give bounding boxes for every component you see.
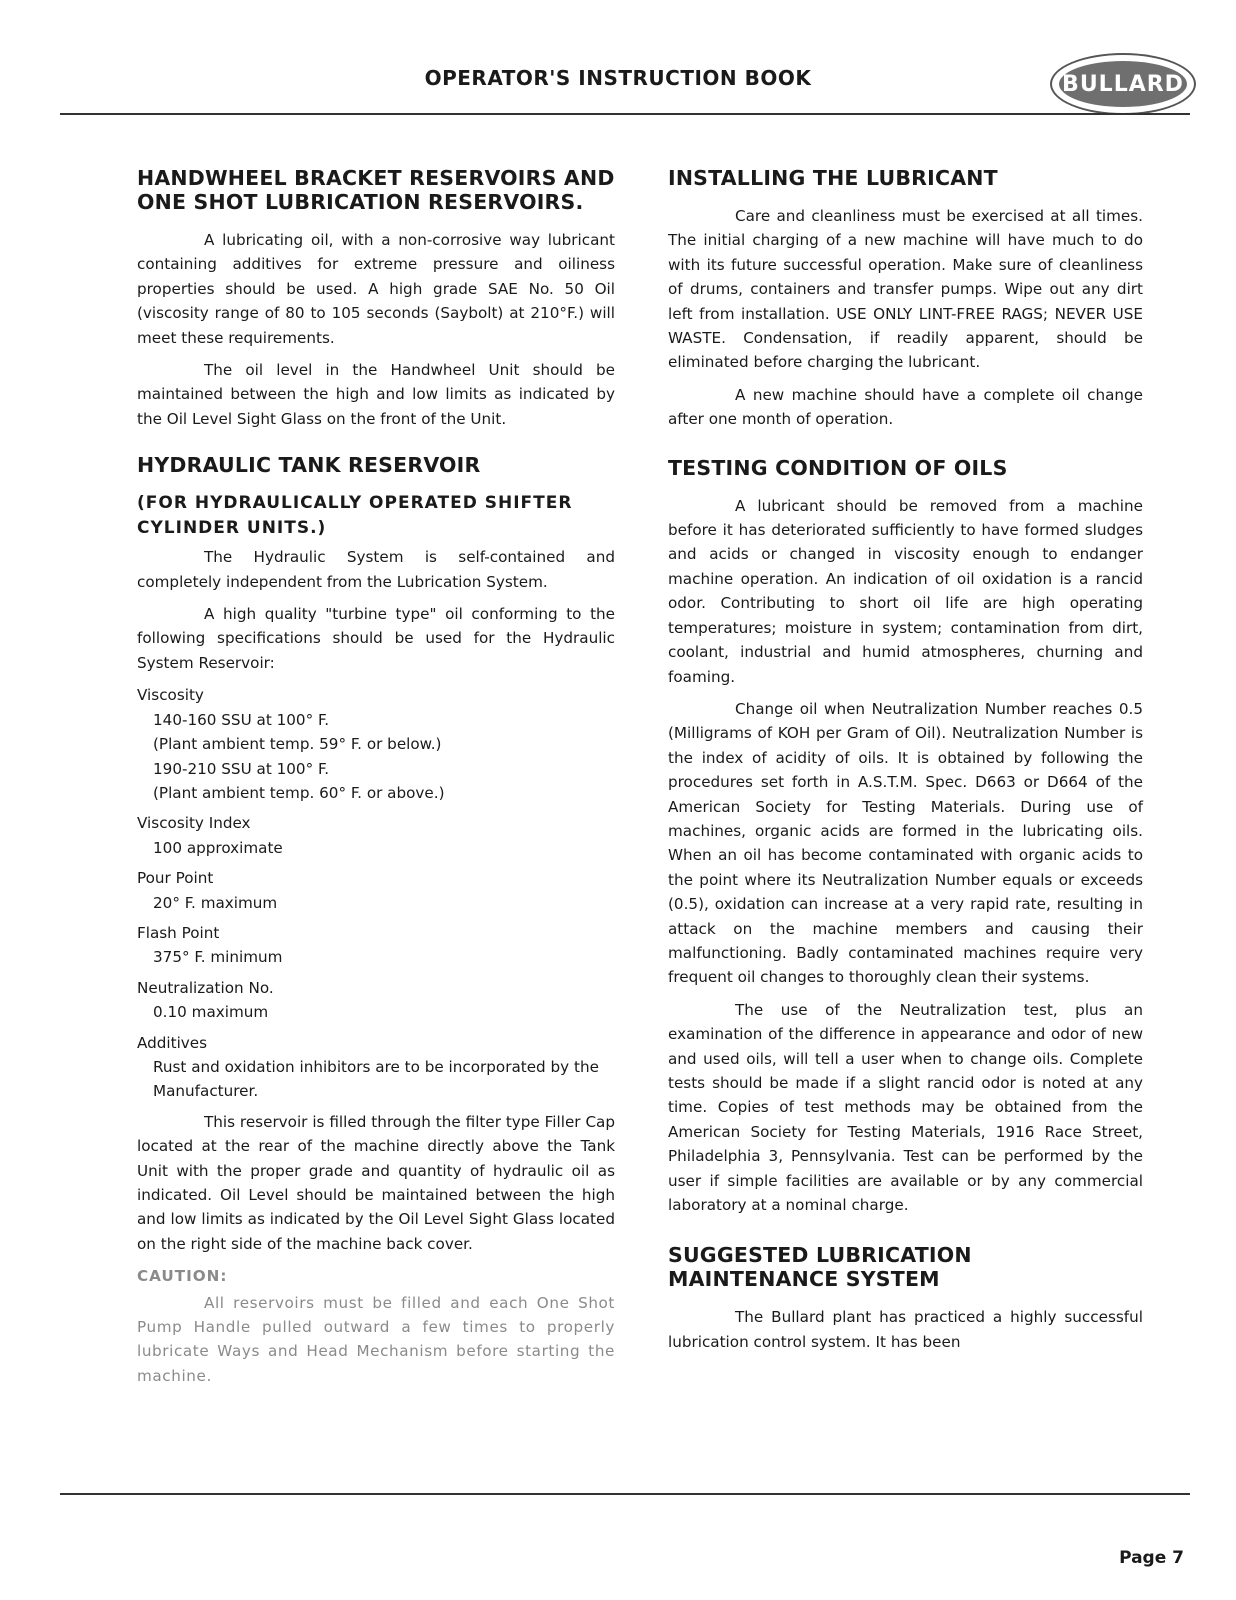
paragraph: The oil level in the Handwheel Unit should be maintained between the high and low limits as indicated by the Oil Level Sight Glass on the front of the Unit. <box>137 361 615 428</box>
spec-value: 190-210 SSU at 100° F. <box>153 759 330 778</box>
spec-label: Pour Point <box>137 869 214 888</box>
spec-item <box>137 811 615 860</box>
header-rule <box>60 113 1190 115</box>
section-title-suggested-lubrication: SUGGESTED LUBRICATION MAINTENANCE SYSTEM <box>668 1243 972 1292</box>
spec-value: (Plant ambient temp. 60° F. or above.) <box>153 783 445 802</box>
spec-value: Rust and oxidation inhibitors are to be incorporated by the Manufacturer. <box>153 1057 599 1101</box>
paragraph: A lubricating oil, with a non-corrosive way lubricant containing additives for extreme pressure and oiliness properties should be used. A high grade SAE No. 50 Oil (viscosity range of 80 to 105 seconds (Saybolt) at 210°F.) will meet these requirements. <box>137 231 615 347</box>
spec-value: 140-160 SSU at 100° F. <box>153 710 330 729</box>
logo-text: BULLARD <box>1059 61 1187 107</box>
spec-item <box>137 683 615 805</box>
spec-item <box>137 976 615 1025</box>
spec-value: 20° F. maximum <box>153 893 278 912</box>
spec-value: 375° F. minimum <box>153 948 283 967</box>
left-column <box>137 166 615 1396</box>
section-title-installing: INSTALLING THE LUBRICANT <box>668 166 998 190</box>
paragraph: Care and cleanliness must be exercised at all times. The initial charging of a new machine will have much to do with its future successful operation. Make sure of cleanliness of drums, containers and transfer pumps. Wipe out any dirt left from installation. USE ONLY LINT-FREE RAGS; NEVER USE WASTE. Condensation, if readily apparent, should be eliminated before charging the lubricant. <box>668 207 1143 372</box>
paragraph: The use of the Neutralization test, plus an examination of the difference in appearance and odor of new and used oils, will tell a user when to change oils. Complete tests should be made if a slight rancid odor is noted at any time. Copies of test methods may be obtained from the American Society for Testing Materials, 1916 Race Street, Philadelphia 3, Pennsylvania. Test can be performed by the user if simple facilities are available or by any commercial laboratory at a nominal charge. <box>668 1000 1143 1215</box>
spec-value: (Plant ambient temp. 59° F. or below.) <box>153 735 442 754</box>
page-number: Page 7 <box>1119 1548 1184 1568</box>
paragraph: Change oil when Neutralization Number reaches 0.5 (Milligrams of KOH per Gram of Oil). Neutralization Number is the index of acidity of oils. It is obtained by following the procedures set forth in A.S.T.M. Spec. D663 or D664 of the American Society for Testing Materials. During use of machines, organic acids are formed in the lubricating oils. When an oil has become contaminated with organic acids to the point where its Neutralization Number equals or exceeds (0.5), oxidation can increase at a very rapid rate, resulting in attack on the machine members and causing their malfunctioning. Badly contaminated machines require very frequent oil changes to thoroughly clean their systems. <box>668 699 1143 987</box>
spec-label: Viscosity Index <box>137 814 251 833</box>
spec-item <box>137 1031 615 1104</box>
spec-value: 0.10 maximum <box>153 1003 269 1022</box>
section-subtitle: (FOR HYDRAULICALLY OPERATED SHIFTER CYLINDER UNITS.) <box>137 493 573 539</box>
section-title-handwheel: HANDWHEEL BRACKET RESERVOIRS AND ONE SHOT LUBRICATION RESERVOIRS. <box>137 166 615 214</box>
paragraph: The Bullard plant has practiced a highly successful lubrication control system. It has been <box>668 1308 1143 1351</box>
caution-label: CAUTION: <box>137 1267 228 1286</box>
page-header-title: OPERATOR'S INSTRUCTION BOOK <box>424 66 812 90</box>
right-column <box>668 166 1143 1362</box>
paragraph: A high quality "turbine type" oil conforming to the following specifications should be used for the Hydraulic System Reservoir: <box>137 605 615 672</box>
footer-rule <box>60 1493 1190 1495</box>
spec-item <box>137 921 615 970</box>
paragraph: A lubricant should be removed from a machine before it has deteriorated sufficiently to have formed sludges and acids or changed in viscosity enough to endanger machine operation. An indication of oil oxidation is a rancid odor. Contributing to short oil life are high operating temperatures; moisture in system; contamination from dirt, coolant, industrial and humid atmospheres, churning and foaming. <box>668 496 1143 686</box>
section-title-testing: TESTING CONDITION OF OILS <box>668 455 1008 480</box>
paragraph: This reservoir is filled through the filter type Filler Cap located at the rear of the machine directly above the Tank Unit with the proper grade and quantity of hydraulic oil as indicated. Oil Level should be maintained between the high and low limits as indicated by the Oil Level Sight Glass located on the right side of the machine back cover. <box>137 1112 615 1253</box>
spec-list <box>137 683 615 1104</box>
spec-label: Additives <box>137 1033 208 1052</box>
spec-label: Viscosity <box>137 686 204 705</box>
spec-item <box>137 866 615 915</box>
spec-value: 100 approximate <box>153 838 283 857</box>
spec-label: Neutralization No. <box>137 978 274 997</box>
spec-label: Flash Point <box>137 923 220 942</box>
paragraph: The Hydraulic System is self-contained and completely independent from the Lubrication System. <box>137 548 615 591</box>
section-title-hydraulic-tank: HYDRAULIC TANK RESERVOIR <box>137 453 481 478</box>
paragraph: A new machine should have a complete oil change after one month of operation. <box>668 385 1143 429</box>
bullard-logo-icon <box>1050 53 1196 115</box>
caution-text: All reservoirs must be filled and each One Shot Pump Handle pulled outward a few times to properly lubricate Ways and Head Mechanism before starting the machine. <box>137 1293 615 1385</box>
